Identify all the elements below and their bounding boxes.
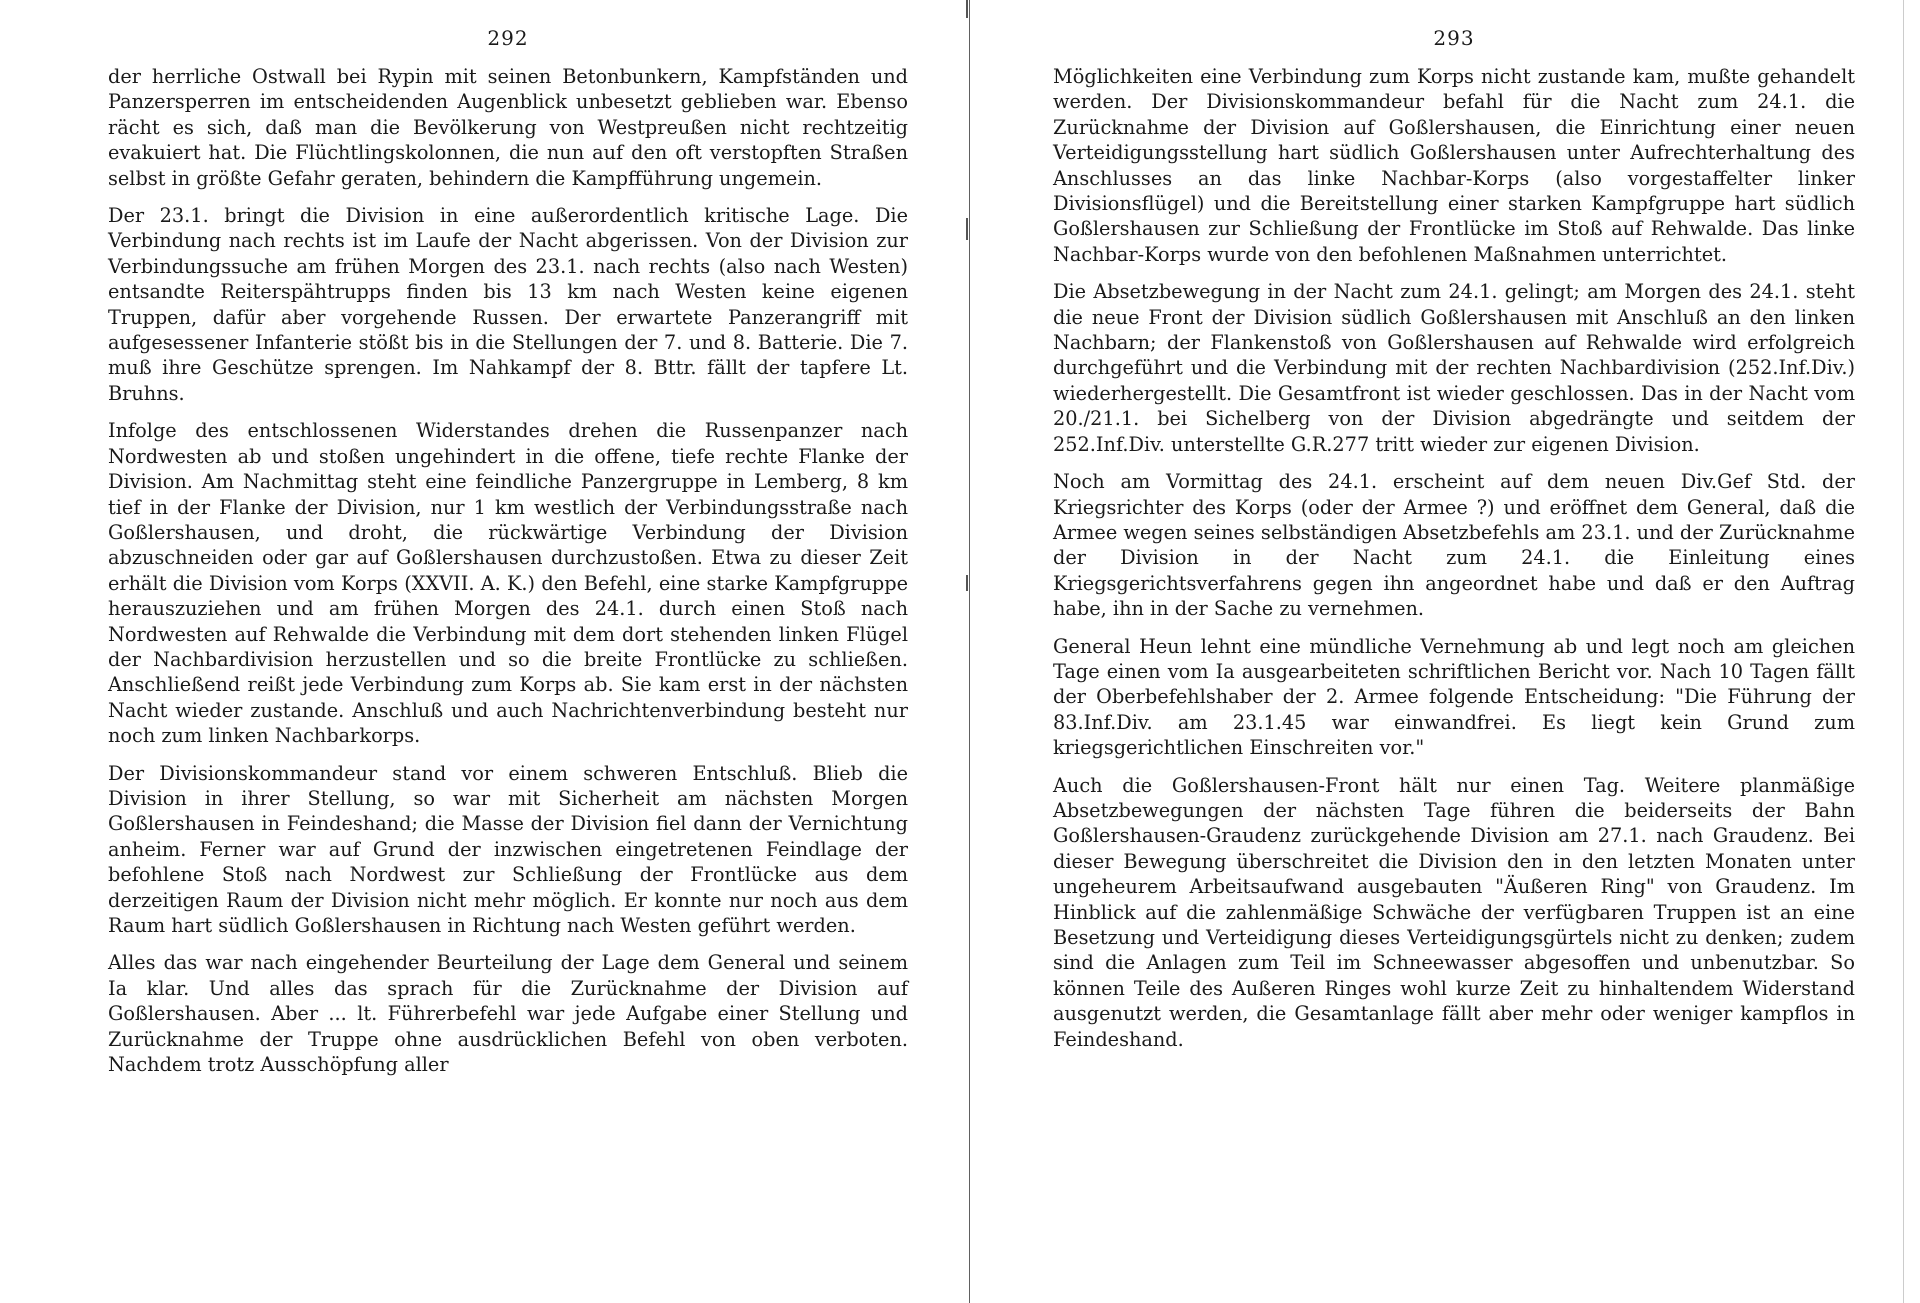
gutter-mark-middle: [966, 575, 968, 591]
gutter-mark-top: [966, 0, 968, 18]
page-number-left: 292: [487, 26, 529, 50]
right-paragraph-4: General Heun lehnt eine mündliche Vernehmung ab und legt noch am gleichen Tage einen vom Ia ausgearbeiteten schriftlichen Bericht vor. Nach 10 Tagen fällt der Oberbefehlshaber der 2. Armee folgende Entscheidung: "Die Führung der 83.Inf.Div. am 23.1.45 war einwandfrei. Es liegt kein Grund zum kriegsgerichtlichen Einschreiten vor.": [1053, 634, 1855, 760]
left-paragraph-2: Der 23.1. bringt die Division in eine außerordentlich kritische Lage. Die Verbindung nach rechts ist im Laufe der Nacht abgerissen. Von der Division zur Verbindungssuche am frühen Morgen des 23.1. nach rechts (also nach Westen) entsandte Reiterspähtrupps finden bis 13 km nach Westen keine eigenen Truppen, dafür aber vorgehende Russen. Der erwartete Panzerangriff mit aufgesessener Infanterie stößt bis in die Stellungen der 7. und 8. Batterie. Die 7. muß ihre Geschütze sprengen. Im Nahkampf der 8. Bttr. fällt der tapfere Lt. Bruhns.: [108, 204, 908, 405]
right-page: [1053, 0, 1855, 1303]
book-gutter-line: [969, 0, 971, 1303]
right-paragraph-5: Auch die Goßlershausen-Front hält nur einen Tag. Weitere planmäßige Absetzbewegungen der nächsten Tage führen die beiderseits der Bahn Goßlershausen-Graudenz zurückgehende Division am 27.1. nach Graudenz. Bei dieser Bewegung überschreitet die Division den in den letzten Monaten unter ungeheurem Arbeitsaufwand ausgebauten "Äußeren Ring" von Graudenz. Im Hinblick auf die zahlenmäßige Schwäche der verfügbaren Truppen ist an eine Besetzung und Verteidigung dieses Verteidigungsgürtels nicht zu denken; zudem sind die Anlagen zum Teil im Schneewasser abgesoffen und unbenutzbar. So können Teile des Außeren Ringes wohl kurze Zeit zu hinhaltendem Widerstand ausgenutzt werden, die Gesamtanlage fällt aber mehr oder weniger kampflos in Feindeshand.: [1053, 773, 1855, 1051]
right-paragraph-3: Noch am Vormittag des 24.1. erscheint auf dem neuen Div.Gef Std. der Kriegsrichter des Korps (oder der Armee ?) und eröffnet dem General, daß die Armee wegen seines selbständigen Absetzbefehls am 23.1. und der Zurücknahme der Division in der Nacht zum 24.1. die Einleitung eines Kriegsgerichtsverfahrens gegen ihn angeordnet habe und daß er den Auftrag habe, ihn in der Sache zu vernehmen.: [1053, 470, 1855, 621]
right-paragraph-1: Möglichkeiten eine Verbindung zum Korps nicht zustande kam, mußte gehandelt werden. Der Divisionskommandeur befahl für die Nacht zum 24.1. die Zurücknahme der Division auf Goßlershausen, die Einrichtung einer neuen Verteidigungsstellung hart südlich Goßlershausen unter Aufrechterhaltung des Anschlusses an das linke Nachbar-Korps (also vorgestaffelter linker Divisionsflügel) und die Bereitstellung einer starken Kampfgruppe hart südlich Goßlershausen zur Schließung der Frontlücke im Stoß auf Rehwalde. Das linke Nachbar-Korps wurde von den befohlenen Maßnahmen unterrichtet.: [1053, 65, 1855, 266]
gutter-mark-upper: [966, 218, 968, 240]
left-paragraph-5: Alles das war nach eingehender Beurteilung der Lage dem General und seinem Ia klar. Und alles das sprach für die Zurücknahme der Division auf Goßlershausen. Aber ... lt. Führerbefehl war jede Aufgabe einer Stellung und Zurücknahme der Truppe ohne ausdrücklichen Befehl von oben verboten. Nachdem trotz Ausschöpfung aller: [108, 951, 908, 1077]
right-paragraph-2: Die Absetzbewegung in der Nacht zum 24.1. gelingt; am Morgen des 24.1. steht die neue Front der Division südlich Goßlershausen mit Anschluß an den linken Nachbarn; der Flankenstoß von Goßlershausen auf Rehwalde wird erfolgreich durchgeführt und die Verbindung mit der rechten Nachbardivision (252.Inf.Div.) wiederhergestellt. Die Gesamtfront ist wieder geschlossen. Das in der Nacht vom 20./21.1. bei Sichelberg von der Division abgedrängte und seitdem der 252.Inf.Div. unterstellte G.R.277 tritt wieder zur eigenen Division.: [1053, 280, 1855, 456]
left-paragraph-4: Der Divisionskommandeur stand vor einem schweren Entschluß. Blieb die Division in ihrer Stellung, so war mit Sicherheit am nächsten Morgen Goßlershausen in Feindeshand; die Masse der Division fiel dann der Vernichtung anheim. Ferner war auf Grund der inzwischen eingetretenen Feindlage der befohlene Stoß nach Nordwest zur Schließung der Frontlücke aus dem derzeitigen Raum der Division nicht mehr möglich. Er konnte nur noch aus dem Raum hart südlich Goßlershausen in Richtung nach Westen geführt werden.: [108, 761, 908, 937]
left-paragraph-3: Infolge des entschlossenen Widerstandes drehen die Russenpanzer nach Nordwesten ab und stoßen ungehindert in die offene, tiefe rechte Flanke der Division. Am Nachmittag steht eine feindliche Panzergruppe in Lemberg, 8 km tief in der Flanke der Division, nur 1 km westlich der Verbindungsstraße nach Goßlershausen, und droht, die rückwärtige Verbindung der Division abzuschneiden oder gar auf Goßlershausen durchzustoßen. Etwa zu dieser Zeit erhält die Division vom Korps (XXVII. A. K.) den Befehl, eine starke Kampfgruppe herauszuziehen und am frühen Morgen des 24.1. durch einen Stoß nach Nordwesten auf Rehwalde die Verbindung mit dem dort stehenden linken Flügel der Nachbardivision herzustellen und so die breite Frontlücke zu schließen. Anschließend reißt jede Verbindung zum Korps ab. Sie kam erst in der nächsten Nacht wieder zustande. Anschluß und auch Nachrichtenverbindung besteht nur noch zum linken Nachbarkorps.: [108, 419, 908, 748]
page-edge-right: [1903, 0, 1904, 1303]
left-page: [108, 0, 908, 1303]
page-number-right: 293: [1433, 26, 1475, 50]
left-paragraph-1: der herrliche Ostwall bei Rypin mit seinen Betonbunkern, Kampfständen und Panzersperren im entscheidenden Augenblick unbesetzt geblieben war. Ebenso rächt es sich, daß man die Bevölkerung von Westpreußen nicht rechtzeitig evakuiert hat. Die Flüchtlingskolonnen, die nun auf den oft verstopften Straßen selbst in größte Gefahr geraten, behindern die Kampfführung ungemein.: [108, 65, 908, 190]
